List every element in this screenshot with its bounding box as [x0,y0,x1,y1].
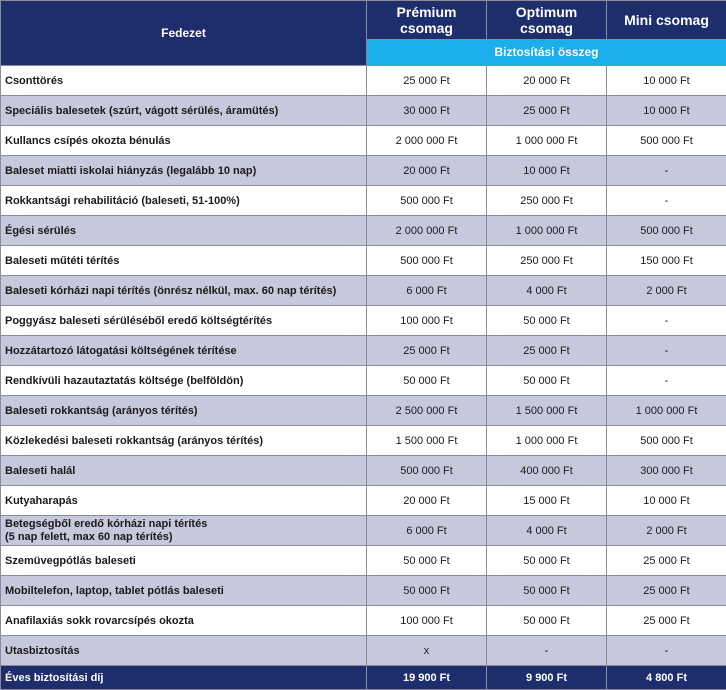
annual-fee-row [1,666,726,690]
premium-value: 500 000 Ft [367,456,487,486]
mini-value: - [607,636,726,666]
row-label: Speciális balesetek (szúrt, vágott sérülés, áramütés) [1,96,367,126]
optimum-value: 1 000 000 Ft [487,216,607,246]
table-row [1,366,726,396]
optimum-value: 50 000 Ft [487,546,607,576]
optimum-annual-fee: 9 900 Ft [487,666,607,690]
premium-value: 50 000 Ft [367,546,487,576]
mini-value: 25 000 Ft [607,606,726,636]
row-label: Baleset miatti iskolai hiányzás (legalább 10 nap) [1,156,367,186]
premium-package-header: Prémium csomag [367,1,487,40]
optimum-value: 20 000 Ft [487,66,607,96]
mini-value: 300 000 Ft [607,456,726,486]
premium-value: 25 000 Ft [367,336,487,366]
row-label: Baleseti rokkantság (arányos térítés) [1,396,367,426]
insured-sum-banner: Biztosítási összeg [367,39,726,65]
row-label: Kullancs csípés okozta bénulás [1,126,367,156]
row-label: Csonttörés [1,66,367,96]
coverage-header: Fedezet [1,1,367,66]
row-label: Anafilaxiás sokk rovarcsípés okozta [1,606,367,636]
table-row [1,96,726,126]
table-row [1,426,726,456]
optimum-value: 1 500 000 Ft [487,396,607,426]
mini-value: 500 000 Ft [607,216,726,246]
premium-value: 30 000 Ft [367,96,487,126]
table-row [1,126,726,156]
table-row [1,636,726,666]
optimum-value: 400 000 Ft [487,456,607,486]
table-row [1,66,726,96]
premium-value: 6 000 Ft [367,276,487,306]
optimum-value: 4 000 Ft [487,276,607,306]
table-row [1,276,726,306]
header-row [1,1,726,40]
optimum-value: 50 000 Ft [487,576,607,606]
table-row [1,606,726,636]
mini-value: 2 000 Ft [607,276,726,306]
row-label: Baleseti műtéti térítés [1,246,367,276]
optimum-value: 50 000 Ft [487,366,607,396]
premium-value: 2 000 000 Ft [367,126,487,156]
mini-value: - [607,366,726,396]
premium-value: 20 000 Ft [367,156,487,186]
mini-value: - [607,336,726,366]
row-label: Égési sérülés [1,216,367,246]
optimum-value: 1 000 000 Ft [487,126,607,156]
row-label: Baleseti halál [1,456,367,486]
table-row [1,306,726,336]
row-label: Utasbiztosítás [1,636,367,666]
row-label [1,516,367,546]
premium-value: 1 500 000 Ft [367,426,487,456]
optimum-value: 25 000 Ft [487,336,607,366]
premium-annual-fee: 19 900 Ft [367,666,487,690]
premium-value: 2 000 000 Ft [367,216,487,246]
optimum-value: 250 000 Ft [487,246,607,276]
row-label-line2: (5 nap felett, max 60 nap térítés) [5,530,173,543]
table-row [1,156,726,186]
row-label: Közlekedési baleseti rokkantság (arányos térítés) [1,426,367,456]
optimum-value: 10 000 Ft [487,156,607,186]
row-label: Baleseti kórházi napi térítés (önrész nélkül, max. 60 nap térítés) [1,276,367,306]
table-row [1,576,726,606]
premium-value: 50 000 Ft [367,366,487,396]
table-row [1,396,726,426]
table-row [1,516,726,546]
premium-value: 50 000 Ft [367,576,487,606]
row-label: Hozzátartozó látogatási költségének térítése [1,336,367,366]
optimum-value: 250 000 Ft [487,186,607,216]
table-row [1,456,726,486]
mini-value: 150 000 Ft [607,246,726,276]
mini-value: 2 000 Ft [607,516,726,546]
premium-value: 100 000 Ft [367,606,487,636]
optimum-value: 50 000 Ft [487,306,607,336]
optimum-value: 50 000 Ft [487,606,607,636]
mini-package-header: Mini csomag [607,1,726,40]
row-label-line1: Betegségből eredő kórházi napi térítés [5,517,208,530]
optimum-value: 15 000 Ft [487,486,607,516]
table-row [1,186,726,216]
mini-value: 25 000 Ft [607,576,726,606]
table-row [1,486,726,516]
optimum-package-header: Optimum csomag [487,1,607,40]
annual-fee-label: Éves biztosítási díj [1,666,367,690]
optimum-value: 25 000 Ft [487,96,607,126]
mini-value: 500 000 Ft [607,126,726,156]
mini-value: - [607,306,726,336]
table-row [1,546,726,576]
table-row [1,246,726,276]
premium-value: 500 000 Ft [367,186,487,216]
row-label: Rokkantsági rehabilitáció (baleseti, 51-100%) [1,186,367,216]
premium-value: 2 500 000 Ft [367,396,487,426]
premium-value: 20 000 Ft [367,486,487,516]
premium-value: 6 000 Ft [367,516,487,546]
premium-value: 100 000 Ft [367,306,487,336]
row-label: Szemüvegpótlás baleseti [1,546,367,576]
row-label: Rendkívüli hazautaztatás költsége (belföldön) [1,366,367,396]
table-row [1,216,726,246]
mini-value: 10 000 Ft [607,486,726,516]
row-label: Mobiltelefon, laptop, tablet pótlás baleseti [1,576,367,606]
mini-value: 500 000 Ft [607,426,726,456]
mini-value: 25 000 Ft [607,546,726,576]
table-row [1,336,726,366]
optimum-value: 4 000 Ft [487,516,607,546]
premium-value: 25 000 Ft [367,66,487,96]
optimum-value: - [487,636,607,666]
row-label: Poggyász baleseti sérüléséből eredő költségtérítés [1,306,367,336]
optimum-value: 1 000 000 Ft [487,426,607,456]
mini-value: 10 000 Ft [607,96,726,126]
mini-value: 10 000 Ft [607,66,726,96]
premium-value: 500 000 Ft [367,246,487,276]
mini-value: 1 000 000 Ft [607,396,726,426]
mini-annual-fee: 4 800 Ft [607,666,726,690]
premium-value: x [367,636,487,666]
mini-value: - [607,156,726,186]
mini-value: - [607,186,726,216]
row-label: Kutyaharapás [1,486,367,516]
